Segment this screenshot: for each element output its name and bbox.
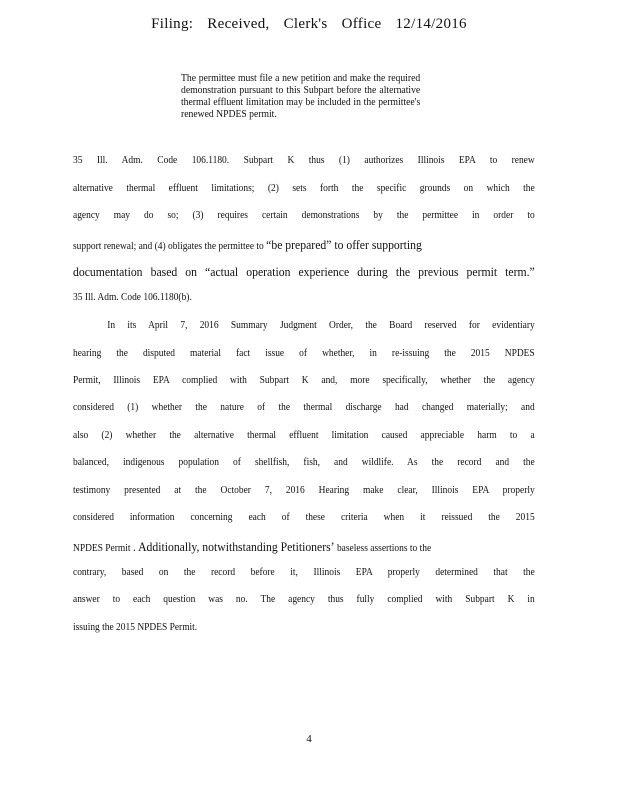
page-number: 4 [306, 733, 312, 745]
paragraph-line: considered (1) whether the nature of the thermal discharge had changed materially; and [73, 402, 535, 413]
paragraph-line: hearing the disputed material fact issue of whether, in re-issuing the 2015 NPDES [73, 348, 535, 359]
emphasis-text: . Additionally, notwithstanding Petitioners’ [132, 539, 335, 554]
paragraph-line-text: NPDES Permit [73, 543, 131, 554]
emphasis-text: “be prepared” to offer supporting [266, 237, 422, 252]
filing-stamp-header: Filing: Received, Clerk's Office 12/14/2016 [151, 16, 467, 32]
paragraph-line: also (2) whether the alternative thermal effluent limitation caused appreciable harm to a [73, 430, 535, 441]
paragraph-line: documentation based on “actual operation experience during the previous permit term.” [73, 264, 535, 279]
paragraph-line: contrary, based on the record before it, Illinois EPA properly determined that the [73, 567, 535, 578]
paragraph-line: 35 Ill. Adm. Code 106.1180. Subpart K thus (1) authorizes Illinois EPA to renew [73, 155, 535, 166]
paragraph-line: alternative thermal effluent limitations; (2) sets forth the specific grounds on which the [73, 183, 535, 194]
paragraph-line-tail: baseless assertions to the [336, 543, 432, 554]
paragraph-line: In its April 7, 2016 Summary Judgment Order, the Board reserved for evidentiary [107, 320, 535, 331]
paragraph-line: testimony presented at the October 7, 2016 Hearing make clear, Illinois EPA properly [73, 485, 535, 496]
paragraph-line: issuing the 2015 NPDES Permit. [73, 622, 198, 633]
paragraph-line: agency may do so; (3) requires certain demonstrations by the permittee in order to [73, 210, 535, 221]
paragraph-line-text: support renewal; and (4) obligates the permittee to [73, 241, 264, 252]
paragraph-line: 35 Ill. Adm. Code 106.1180(b). [73, 292, 192, 303]
paragraph-line: Permit, Illinois EPA complied with Subpart K and, more specifically, whether the agency [73, 375, 535, 386]
block-quote: The permittee must file a new petition and make the required demonstration pursuant to this Subpart before the alternative thermal effluent limitation may be included in the permittee's renewed NPDES permit. [181, 73, 421, 120]
paragraph-line: balanced, indigenous population of shellfish, fish, and wildlife. As the record and the [73, 457, 535, 468]
paragraph-line-mixed [73, 539, 535, 553]
paragraph-line: answer to each question was no. The agency thus fully complied with Subpart K in [73, 594, 535, 605]
paragraph-line: considered information concerning each of these criteria when it reissued the 2015 [73, 512, 535, 523]
paragraph-line-mixed [73, 237, 535, 251]
